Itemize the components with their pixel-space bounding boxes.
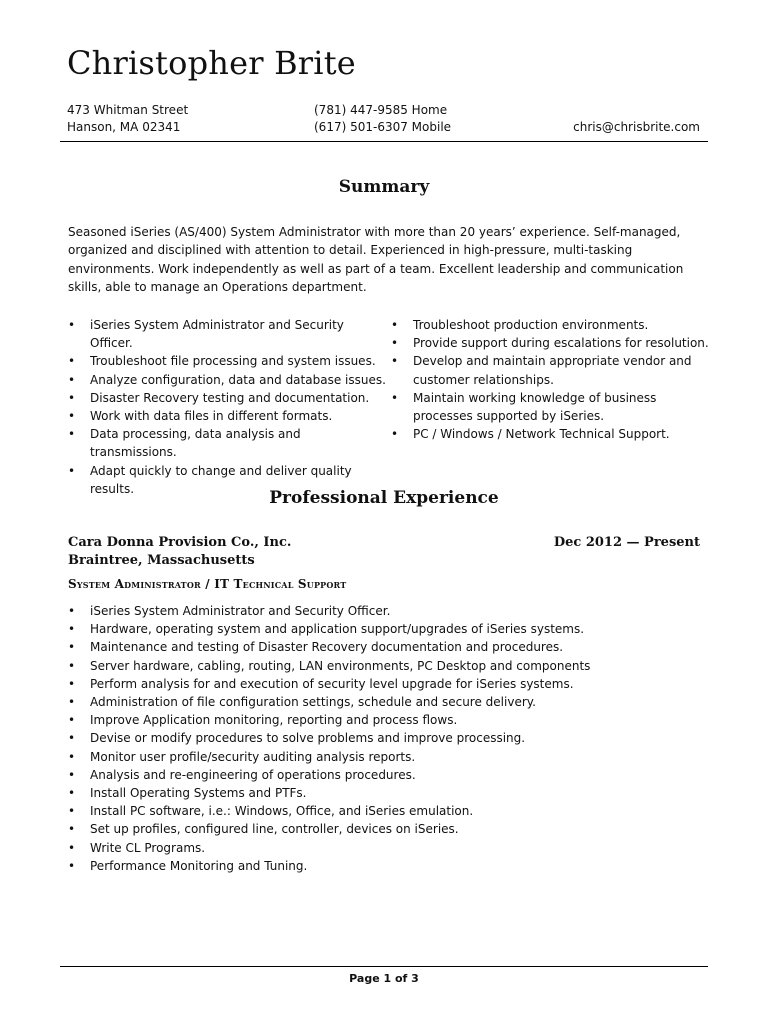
list-item: • Maintain working knowledge of business processes supported by iSeries. xyxy=(391,389,711,425)
list-item: • Improve Application monitoring, reporting and process flows. xyxy=(68,711,708,729)
address-street: 473 Whitman Street xyxy=(67,103,189,117)
list-item: • Set up profiles, configured line, controller, devices on iSeries. xyxy=(68,820,708,838)
list-item: • Hardware, operating system and application support/upgrades of iSeries systems. xyxy=(68,620,708,638)
list-item: • Install PC software, i.e.: Windows, Office, and iSeries emulation. xyxy=(68,802,708,820)
page-number: Page 1 of 3 xyxy=(349,972,419,985)
list-item: • Server hardware, cabling, routing, LAN environments, PC Desktop and components xyxy=(68,657,708,675)
list-item: • Develop and maintain appropriate vendor and customer relationships. xyxy=(391,352,711,388)
list-item: • iSeries System Administrator and Security Officer. xyxy=(68,316,386,352)
list-item: • Work with data files in different formats. xyxy=(68,407,386,425)
summary-skills-right xyxy=(391,316,711,443)
list-item: • Install Operating Systems and PTFs. xyxy=(68,784,708,802)
phone-home: (781) 447-9585 Home xyxy=(314,103,448,117)
email-block xyxy=(573,119,700,136)
list-item: • Analysis and re-engineering of operations procedures. xyxy=(68,766,708,784)
list-item: • Monitor user profile/security auditing analysis reports. xyxy=(68,748,708,766)
list-item: • Perform analysis for and execution of security level upgrade for iSeries systems. xyxy=(68,675,708,693)
summary-paragraph: Seasoned iSeries (AS/400) System Administrator with more than 20 years’ experience. Self-managed, organized and disciplined with attention to detail. Experienced in high-pressure, multi-tasking environments. Work independently as well as part of a team. Excellent leadership and communication skills, able to manage an Operations department. xyxy=(68,225,684,294)
address-city: Hanson, MA 02341 xyxy=(67,120,181,134)
list-item: • iSeries System Administrator and Security Officer. xyxy=(68,602,708,620)
employer-location: Braintree, Massachusetts xyxy=(68,553,255,568)
list-item: • Administration of file configuration settings, schedule and secure delivery. xyxy=(68,693,708,711)
list-item: • Maintenance and testing of Disaster Recovery documentation and procedures. xyxy=(68,638,708,656)
list-item: • Troubleshoot file processing and system issues. xyxy=(68,352,386,370)
job-duties-list xyxy=(68,602,708,875)
list-item: • Write CL Programs. xyxy=(68,839,708,857)
list-item: • Provide support during escalations for resolution. xyxy=(391,334,711,352)
summary-heading: Summary xyxy=(338,177,430,197)
list-item: • Troubleshoot production environments. xyxy=(391,316,711,334)
employer-name: Cara Donna Provision Co., Inc. xyxy=(68,535,292,550)
list-item: • PC / Windows / Network Technical Support. xyxy=(391,425,711,443)
employer-block xyxy=(68,534,291,570)
footer-divider xyxy=(60,966,708,967)
phone-block xyxy=(314,102,451,136)
list-item: • Performance Monitoring and Tuning. xyxy=(68,857,708,875)
email-address[interactable]: chris@chrisbrite.com xyxy=(573,120,700,134)
employment-dates: Dec 2012 — Present xyxy=(553,535,700,550)
header-divider xyxy=(60,141,708,142)
experience-heading: Professional Experience xyxy=(269,488,499,508)
list-item: • Devise or modify procedures to solve problems and improve processing. xyxy=(68,729,708,747)
phone-mobile: (617) 501-6307 Mobile xyxy=(314,120,452,134)
list-item: • Data processing, data analysis and transmissions. xyxy=(68,425,386,461)
list-item: • Disaster Recovery testing and documentation. xyxy=(68,389,386,407)
job-title: System Administrator / IT Technical Support xyxy=(68,577,347,591)
list-item: • Analyze configuration, data and database issues. xyxy=(68,371,386,389)
summary-skills-left xyxy=(68,316,386,498)
address-block xyxy=(67,102,188,136)
list-item: • Adapt quickly to change and deliver quality results. xyxy=(68,462,386,498)
candidate-name: Christopher Brite xyxy=(67,44,356,82)
